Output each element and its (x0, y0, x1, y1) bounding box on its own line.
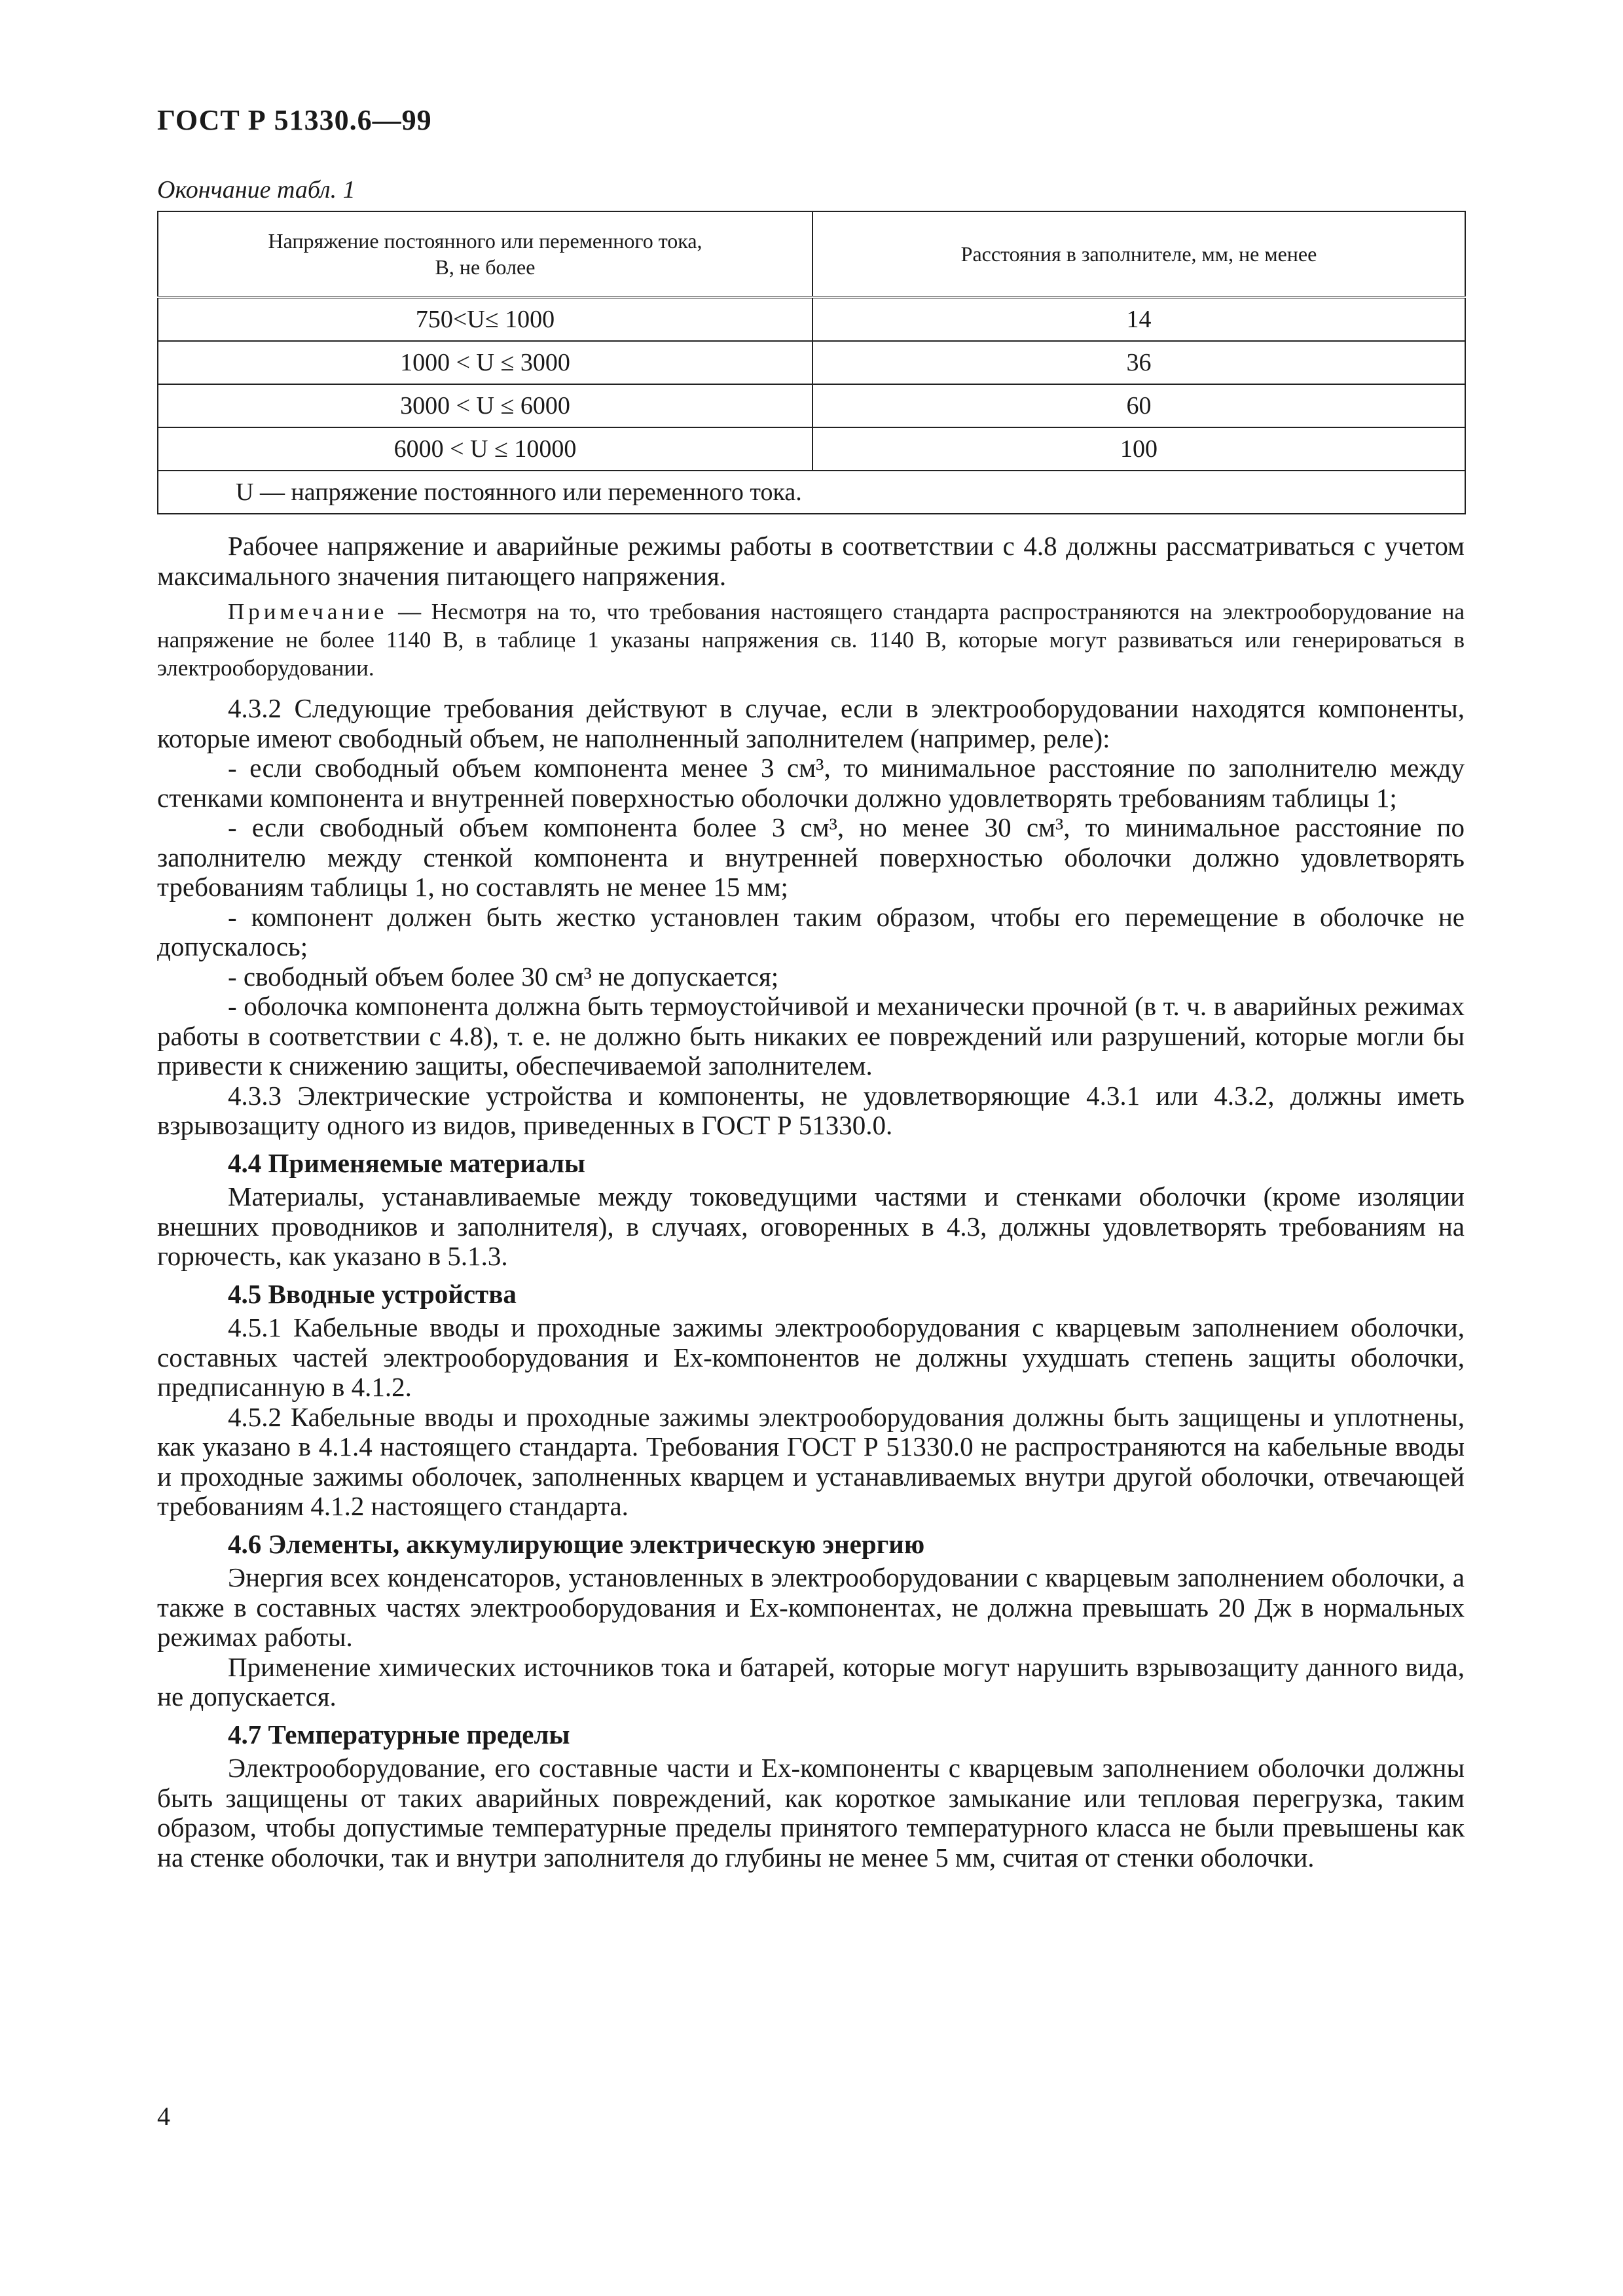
paragraph-working-voltage: Рабочее напряжение и аварийные режимы работы в соответствии с 4.8 должны рассматриваться с учетом максимального значения питающего напряжения. (157, 531, 1465, 591)
table-row (158, 297, 1465, 341)
distance-cell: 36 (812, 341, 1465, 384)
table-caption: Окончание табл. 1 (157, 176, 356, 204)
paragraph-4-5-2: 4.5.2 Кабельные вводы и проходные зажимы электрооборудования должны быть защищены и уплотнены, как указано в 4.1.4 настоящего стандарта. Требования ГОСТ Р 51330.0 не распространяются на кабельные вводы и проходные зажимы оболочек, заполненных кварцем и устанавливаемых внутри другой оболочки, отвечающей требованиям 4.1.2 настоящего стандарта. (157, 1401, 1465, 1521)
list-item: - если свободный объем компонента менее 3 см³, то минимальное расстояние по заполнителю между стенками компонента и внутренней поверхностью оболочки должно удовлетворять требованиям таблицы 1; (157, 753, 1465, 813)
paragraph-4-7: Электрооборудование, его составные части и Ex-компоненты с кварцевым заполнением оболочки должны быть защищены от таких аварийных повреждений, как короткое замыкание или тепловая перегрузка, таким образом, чтобы допустимые температурные пределы принятого температурного класса не были превышены как на стенке оболочки, так и внутри заполнителя до глубины не менее 5 мм, считая от стенки оболочки. (157, 1753, 1465, 1873)
table-row (158, 341, 1465, 384)
distance-cell: 60 (812, 384, 1465, 427)
distance-cell: 100 (812, 427, 1465, 471)
paragraph-4-4: Материалы, устанавливаемые между токоведущими частями и стенками оболочки (кроме изоляции внешних проводников и заполнителя), в случаях, оговоренных в 4.3, должны удовлетворять требованиям на горючесть, как указано в 5.1.3. (157, 1181, 1465, 1271)
note-text: — Несмотря на то, что требования настоящего стандарта распространяются на электрооборудование на напряжение не более 1140 В, в таблице 1 указаны напряжения св. 1140 В, которые могут развиваться или генерироваться в электрооборудовании. (157, 599, 1465, 681)
section-heading-4-4: 4.4 Применяемые материалы (228, 1147, 586, 1178)
document-body (157, 531, 1465, 1873)
voltage-cell: 6000 < U ≤ 10000 (158, 427, 812, 471)
paragraph-4-6-batteries: Применение химических источников тока и батарей, которые могут нарушить взрывозащиту данного вида, не допускается. (157, 1651, 1465, 1712)
table-header-row (158, 211, 1465, 297)
list-item: - свободный объем более 30 см³ не допускается; (228, 961, 779, 992)
list-item: - если свободный объем компонента более 3 см³, но менее 30 см³, то минимальное расстояние по заполнителю между стенкой компонента и внутренней поверхностью оболочки должно удовлетворять требованиям таблицы 1, но составлять не менее 15 мм; (157, 812, 1465, 902)
section-heading-4-5: 4.5 Вводные устройства (228, 1278, 517, 1309)
table-row (158, 427, 1465, 471)
paragraph-4-3-3: 4.3.3 Электрические устройства и компоненты, не удовлетворяющие 4.3.1 или 4.3.2, должны иметь взрывозащиту одного из видов, приведенных в ГОСТ Р 51330.0. (157, 1080, 1465, 1140)
column-header-distance: Расстояния в заполнителе, мм, не менее (812, 211, 1465, 297)
table-footnote-row (158, 471, 1465, 514)
page-number: 4 (157, 2102, 170, 2131)
paragraph-4-6-energy: Энергия всех конденсаторов, установленных в электрооборудовании с кварцевым заполнением оболочки, а также в составных частях электрооборудования и Ex-компонентах, не должна превышать 20 Дж в нормальных режимах работы. (157, 1562, 1465, 1652)
table-row (158, 384, 1465, 427)
voltage-cell: 3000 < U ≤ 6000 (158, 384, 812, 427)
paragraph-4-5-1: 4.5.1 Кабельные вводы и проходные зажимы электрооборудования с кварцевым заполнением оболочки, составных частей электрооборудования и Ex-компонентов не должны ухудшать степень защиты оболочки, предписанную в 4.1.2. (157, 1312, 1465, 1402)
column-header-voltage: Напряжение постоянного или переменного тока, В, не более (158, 211, 812, 297)
section-heading-4-7: 4.7 Температурные пределы (228, 1719, 570, 1749)
voltage-cell: 750<U≤ 1000 (158, 297, 812, 341)
voltage-distance-table (157, 211, 1466, 514)
table-footnote: U — напряжение постоянного или переменного тока. (158, 471, 1465, 514)
section-heading-4-6: 4.6 Элементы, аккумулирующие электрическую энергию (228, 1528, 925, 1559)
list-item: - оболочка компонента должна быть термоустойчивой и механически прочной (в т. ч. в аварийных режимах работы в соответствии с 4.8), т. е. не должно быть никаких ее повреждений или разрушений, которые могли бы привести к снижению защиты, обеспечиваемой заполнителем. (157, 991, 1465, 1081)
paragraph-4-3-2: 4.3.2 Следующие требования действуют в случае, если в электрооборудовании находятся компоненты, которые имеют свободный объем, не наполненный заполнителем (например, реле): (157, 693, 1465, 753)
document-code: ГОСТ Р 51330.6—99 (157, 104, 432, 136)
list-item: - компонент должен быть жестко установлен таким образом, чтобы его перемещение в оболочке не допускалось; (157, 901, 1465, 961)
note-label: Примечание (228, 599, 388, 624)
voltage-cell: 1000 < U ≤ 3000 (158, 341, 812, 384)
note-paragraph (157, 598, 1465, 682)
distance-cell: 14 (812, 297, 1465, 341)
